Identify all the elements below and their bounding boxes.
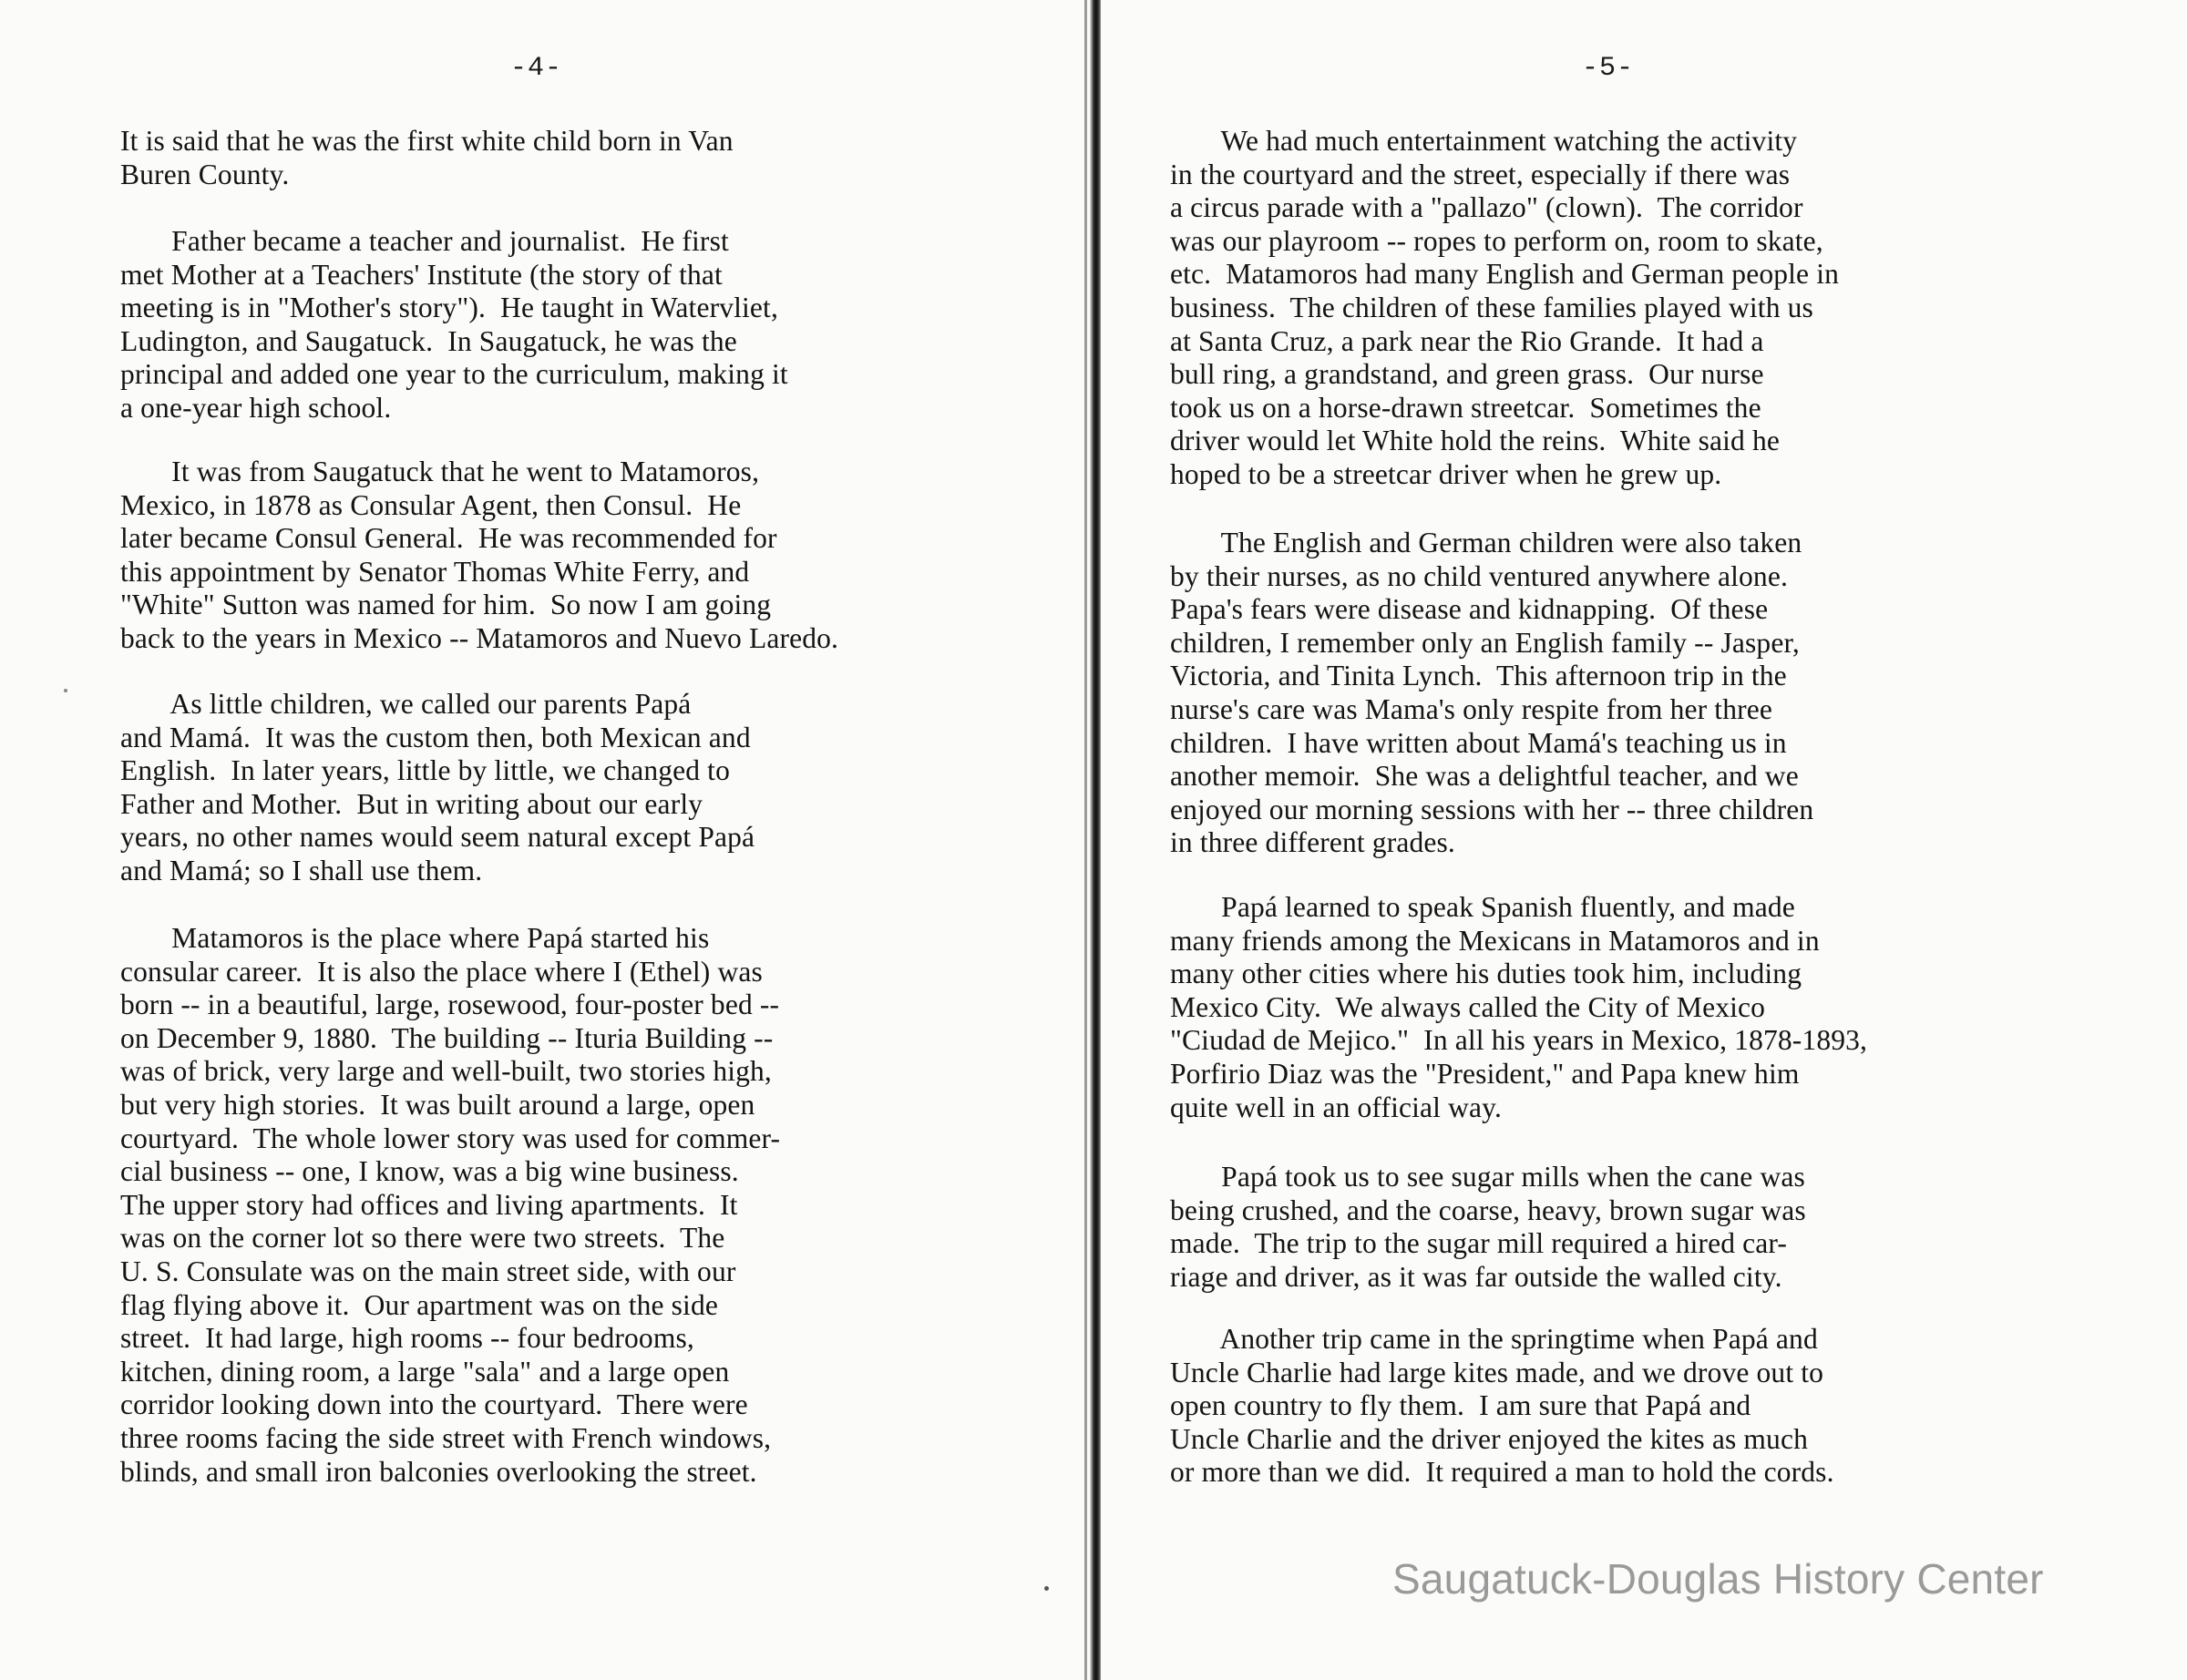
paragraph: It was from Saugatuck that he went to Matamoros, Mexico, in 1878 as Consular Agent, then Consul. He later became Consul General. He was recommended for this appointment by Senator Thomas White Ferry, and "White" Sutton was named for him. So now I am going back to the years in Mexico -- Matamoros and Nuevo Laredo. (120, 456, 839, 654)
paragraph: The English and German children were also taken by their nurses, as no child ventured anywhere alone. Papa's fears were disease and kidnapping. Of these children, I remember only an English family -- Jasper, Victoria, and Tinita Lynch. This afternoon trip in the nurse's care was Mama's only respite from her three children. I have written about Mamá's teaching us in another memoir. She was a delightful teacher, and we enjoyed our morning sessions with her -- three children in three different grades. (1170, 527, 1814, 859)
paragraph: Matamoros is the place where Papá started his consular career. It is also the place where I (Ethel) was born -- in a beautiful, large, rosewood, four-poster bed -- on December 9, 1880. The building -- Ituria Building -- was of brick, very large and well-built, two stories high, but very high stories. It was built around a large, open courtyard. The whole lower story was used for commer- cial business -- one, I know, was a big wine business. The upper story had offices and living apartments. It was on the corner lot so there were two streets. The U. S. Consulate was on the main street side, with our flag flying above it. Our apartment was on the side street. It had large, high rooms -- four bedrooms, kitchen, dining room, a large "sala" and a large open corridor looking down into the courtyard. There were three rooms facing the side street with French windows, blinds, and small iron balconies overlooking the street. (120, 922, 781, 1488)
right-page (1101, 0, 2187, 1680)
page-number-right: -5- (1582, 53, 1635, 84)
paragraph: We had much entertainment watching the activity in the courtyard and the street, especially if there was a circus parade with a "pallazo" (clown). The corridor was our playroom -- ropes to perform on, room to skate, etc. Matamoros had many English and German people in business. The children of these families played with us at Santa Cruz, a park near the Rio Grande. It had a bull ring, a grandstand, and green grass. Our nurse took us on a horse-drawn streetcar. Sometimes the driver would let White hold the reins. White said he hoped to be a streetcar driver when he grew up. (1170, 125, 1840, 490)
paragraph: Papá took us to see sugar mills when the cane was being crushed, and the coarse, heavy, brown sugar was made. The trip to the sugar mill required a hired car- riage and driver, as it was far outside the walled city. (1170, 1161, 1806, 1293)
paragraph: Papá learned to speak Spanish fluently, and made many friends among the Mexicans in Matamoros and in many other cities where his duties took him, including Mexico City. We always called the City of Mexico "Ciudad de Mejico." In all his years in Mexico, 1878-1893, Porfirio Diaz was the "President," and Papa knew him quite well in an official way. (1170, 891, 1868, 1123)
paragraph: It is said that he was the first white child born in Van Buren County. (120, 125, 734, 190)
page-number-left: -4- (510, 53, 563, 84)
paper-speck (64, 689, 67, 692)
paragraph: As little children, we called our parents Papá and Mamá. It was the custom then, both Mexican and English. In later years, little by little, we changed to Father and Mother. But in writing about our early years, no other names would seem natural except Papá and Mamá; so I shall use them. (120, 688, 755, 886)
watermark: Saugatuck-Douglas History Center (1392, 1555, 2044, 1603)
left-page-edge (1084, 0, 1087, 1680)
paragraph: Another trip came in the springtime when Papá and Uncle Charlie had large kites made, and we drove out to open country to fly them. I am sure that Papá and Uncle Charlie and the driver enjoyed the kites as much or more than we did. It required a man to hold the cords. (1170, 1323, 1834, 1489)
paper-speck (1044, 1586, 1049, 1591)
paragraph: Father became a teacher and journalist. He first met Mother at a Teachers' Institute (the story of that meeting is in "Mother's story"). He taught in Watervliet, Ludington, and Saugatuck. In Saugatuck, he was the principal and added one year to the curriculum, making it a one-year high school. (120, 225, 788, 424)
